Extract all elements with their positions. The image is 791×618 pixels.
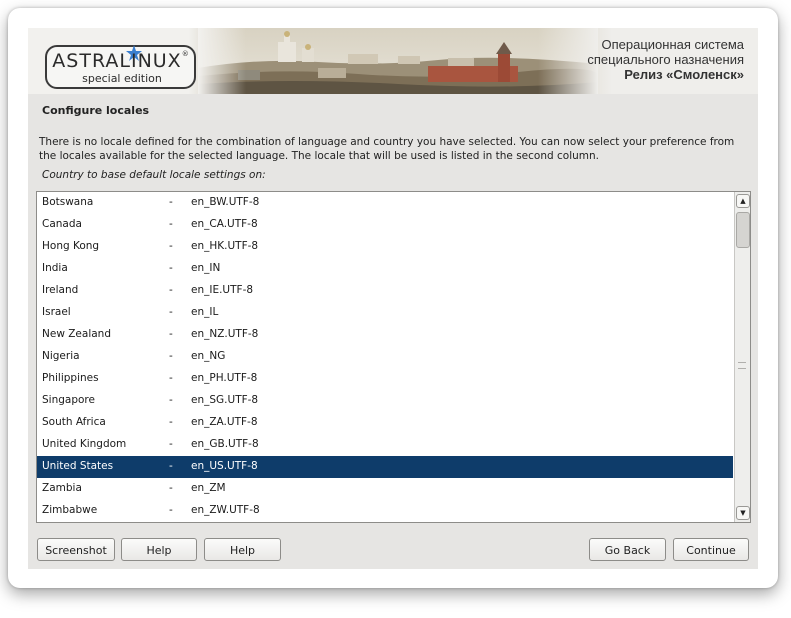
locale-list-item[interactable]: [37, 368, 733, 390]
product-title: [587, 37, 744, 82]
separator-dash: -: [169, 262, 173, 274]
locale-list-item[interactable]: [37, 478, 733, 500]
locale-list-item[interactable]: [37, 236, 733, 258]
locale-list-item[interactable]: [37, 324, 733, 346]
locale-code: en_SG.UTF-8: [191, 394, 259, 406]
help-button-2[interactable]: Help: [204, 538, 281, 561]
locale-code: en_ZM: [191, 482, 226, 494]
locale-code: en_ZW.UTF-8: [191, 504, 260, 516]
locale-code: en_ZA.UTF-8: [191, 416, 258, 428]
locale-list-item[interactable]: [37, 258, 733, 280]
astralinux-logo: [45, 45, 196, 89]
locale-code: en_NZ.UTF-8: [191, 328, 259, 340]
locale-list-item[interactable]: [37, 214, 733, 236]
country-name: Israel: [42, 306, 71, 318]
separator-dash: -: [169, 394, 173, 406]
logo-wordmark: ASTRALINUX®: [52, 50, 189, 72]
vertical-scrollbar[interactable]: [734, 192, 750, 522]
country-name: New Zealand: [42, 328, 111, 340]
country-name: Hong Kong: [42, 240, 100, 252]
country-name: Philippines: [42, 372, 99, 384]
locale-code: en_IN: [191, 262, 221, 274]
separator-dash: -: [169, 416, 173, 428]
arrow-down-icon: ▼: [740, 509, 746, 517]
separator-dash: -: [169, 218, 173, 230]
page-description: There is no locale defined for the combination of language and country you have selected. You can now select your preference from the locales available for the selected language. The locale that will be used is listed in the second column.: [39, 136, 735, 162]
country-name: India: [42, 262, 68, 274]
release-name: Релиз «Смоленск»: [624, 67, 744, 82]
locale-code: en_IL: [191, 306, 219, 318]
logo-subtitle: special edition: [75, 72, 169, 86]
country-name: Zambia: [42, 482, 82, 494]
arrow-up-icon: ▲: [740, 197, 746, 205]
locale-code: en_US.UTF-8: [191, 460, 258, 472]
page-title: Configure locales: [42, 104, 150, 117]
locale-list-item[interactable]: [37, 280, 733, 302]
city-panorama-image: [198, 28, 598, 94]
go-back-button[interactable]: Go Back: [589, 538, 666, 561]
locale-code: en_NG: [191, 350, 226, 362]
locale-code: en_CA.UTF-8: [191, 218, 258, 230]
scroll-down-button[interactable]: [736, 506, 750, 520]
header-banner: [28, 28, 758, 94]
product-line-1: Операционная система: [601, 37, 744, 52]
country-name: Canada: [42, 218, 82, 230]
separator-dash: -: [169, 240, 173, 252]
question-prompt: Country to base default locale settings on:: [42, 169, 266, 181]
help-button[interactable]: Help: [121, 538, 197, 561]
locale-code: en_BW.UTF-8: [191, 196, 260, 208]
locale-list-item[interactable]: [37, 412, 733, 434]
scroll-up-button[interactable]: [736, 194, 750, 208]
separator-dash: -: [169, 196, 173, 208]
country-name: Zimbabwe: [42, 504, 98, 516]
locale-list-item[interactable]: [37, 500, 733, 522]
country-name: South Africa: [42, 416, 106, 428]
locale-list-item[interactable]: [37, 434, 733, 456]
separator-dash: -: [169, 350, 173, 362]
country-name: Singapore: [42, 394, 95, 406]
product-line-2: специального назначения: [587, 52, 744, 67]
separator-dash: -: [169, 438, 173, 450]
scroll-thumb[interactable]: [736, 212, 750, 248]
separator-dash: -: [169, 306, 173, 318]
locale-code: en_HK.UTF-8: [191, 240, 259, 252]
separator-dash: -: [169, 372, 173, 384]
separator-dash: -: [169, 504, 173, 516]
country-name: Nigeria: [42, 350, 80, 362]
locale-list[interactable]: [36, 191, 751, 523]
country-name: Ireland: [42, 284, 79, 296]
country-name: United Kingdom: [42, 438, 127, 450]
locale-list-item[interactable]: [37, 456, 733, 478]
country-name: Botswana: [42, 196, 94, 208]
locale-list-item[interactable]: [37, 302, 733, 324]
separator-dash: -: [169, 460, 173, 472]
separator-dash: -: [169, 482, 173, 494]
separator-dash: -: [169, 328, 173, 340]
locale-list-item[interactable]: [37, 390, 733, 412]
continue-button[interactable]: Continue: [673, 538, 749, 561]
locale-list-item[interactable]: [37, 192, 733, 214]
country-name: United States: [42, 460, 114, 472]
locale-code: en_PH.UTF-8: [191, 372, 258, 384]
locale-list-item[interactable]: [37, 346, 733, 368]
separator-dash: -: [169, 284, 173, 296]
scroll-grip-icon: [738, 362, 746, 369]
installer-window: [28, 28, 758, 569]
screenshot-button[interactable]: Screenshot: [37, 538, 115, 561]
locale-code: en_IE.UTF-8: [191, 284, 254, 296]
locale-code: en_GB.UTF-8: [191, 438, 259, 450]
